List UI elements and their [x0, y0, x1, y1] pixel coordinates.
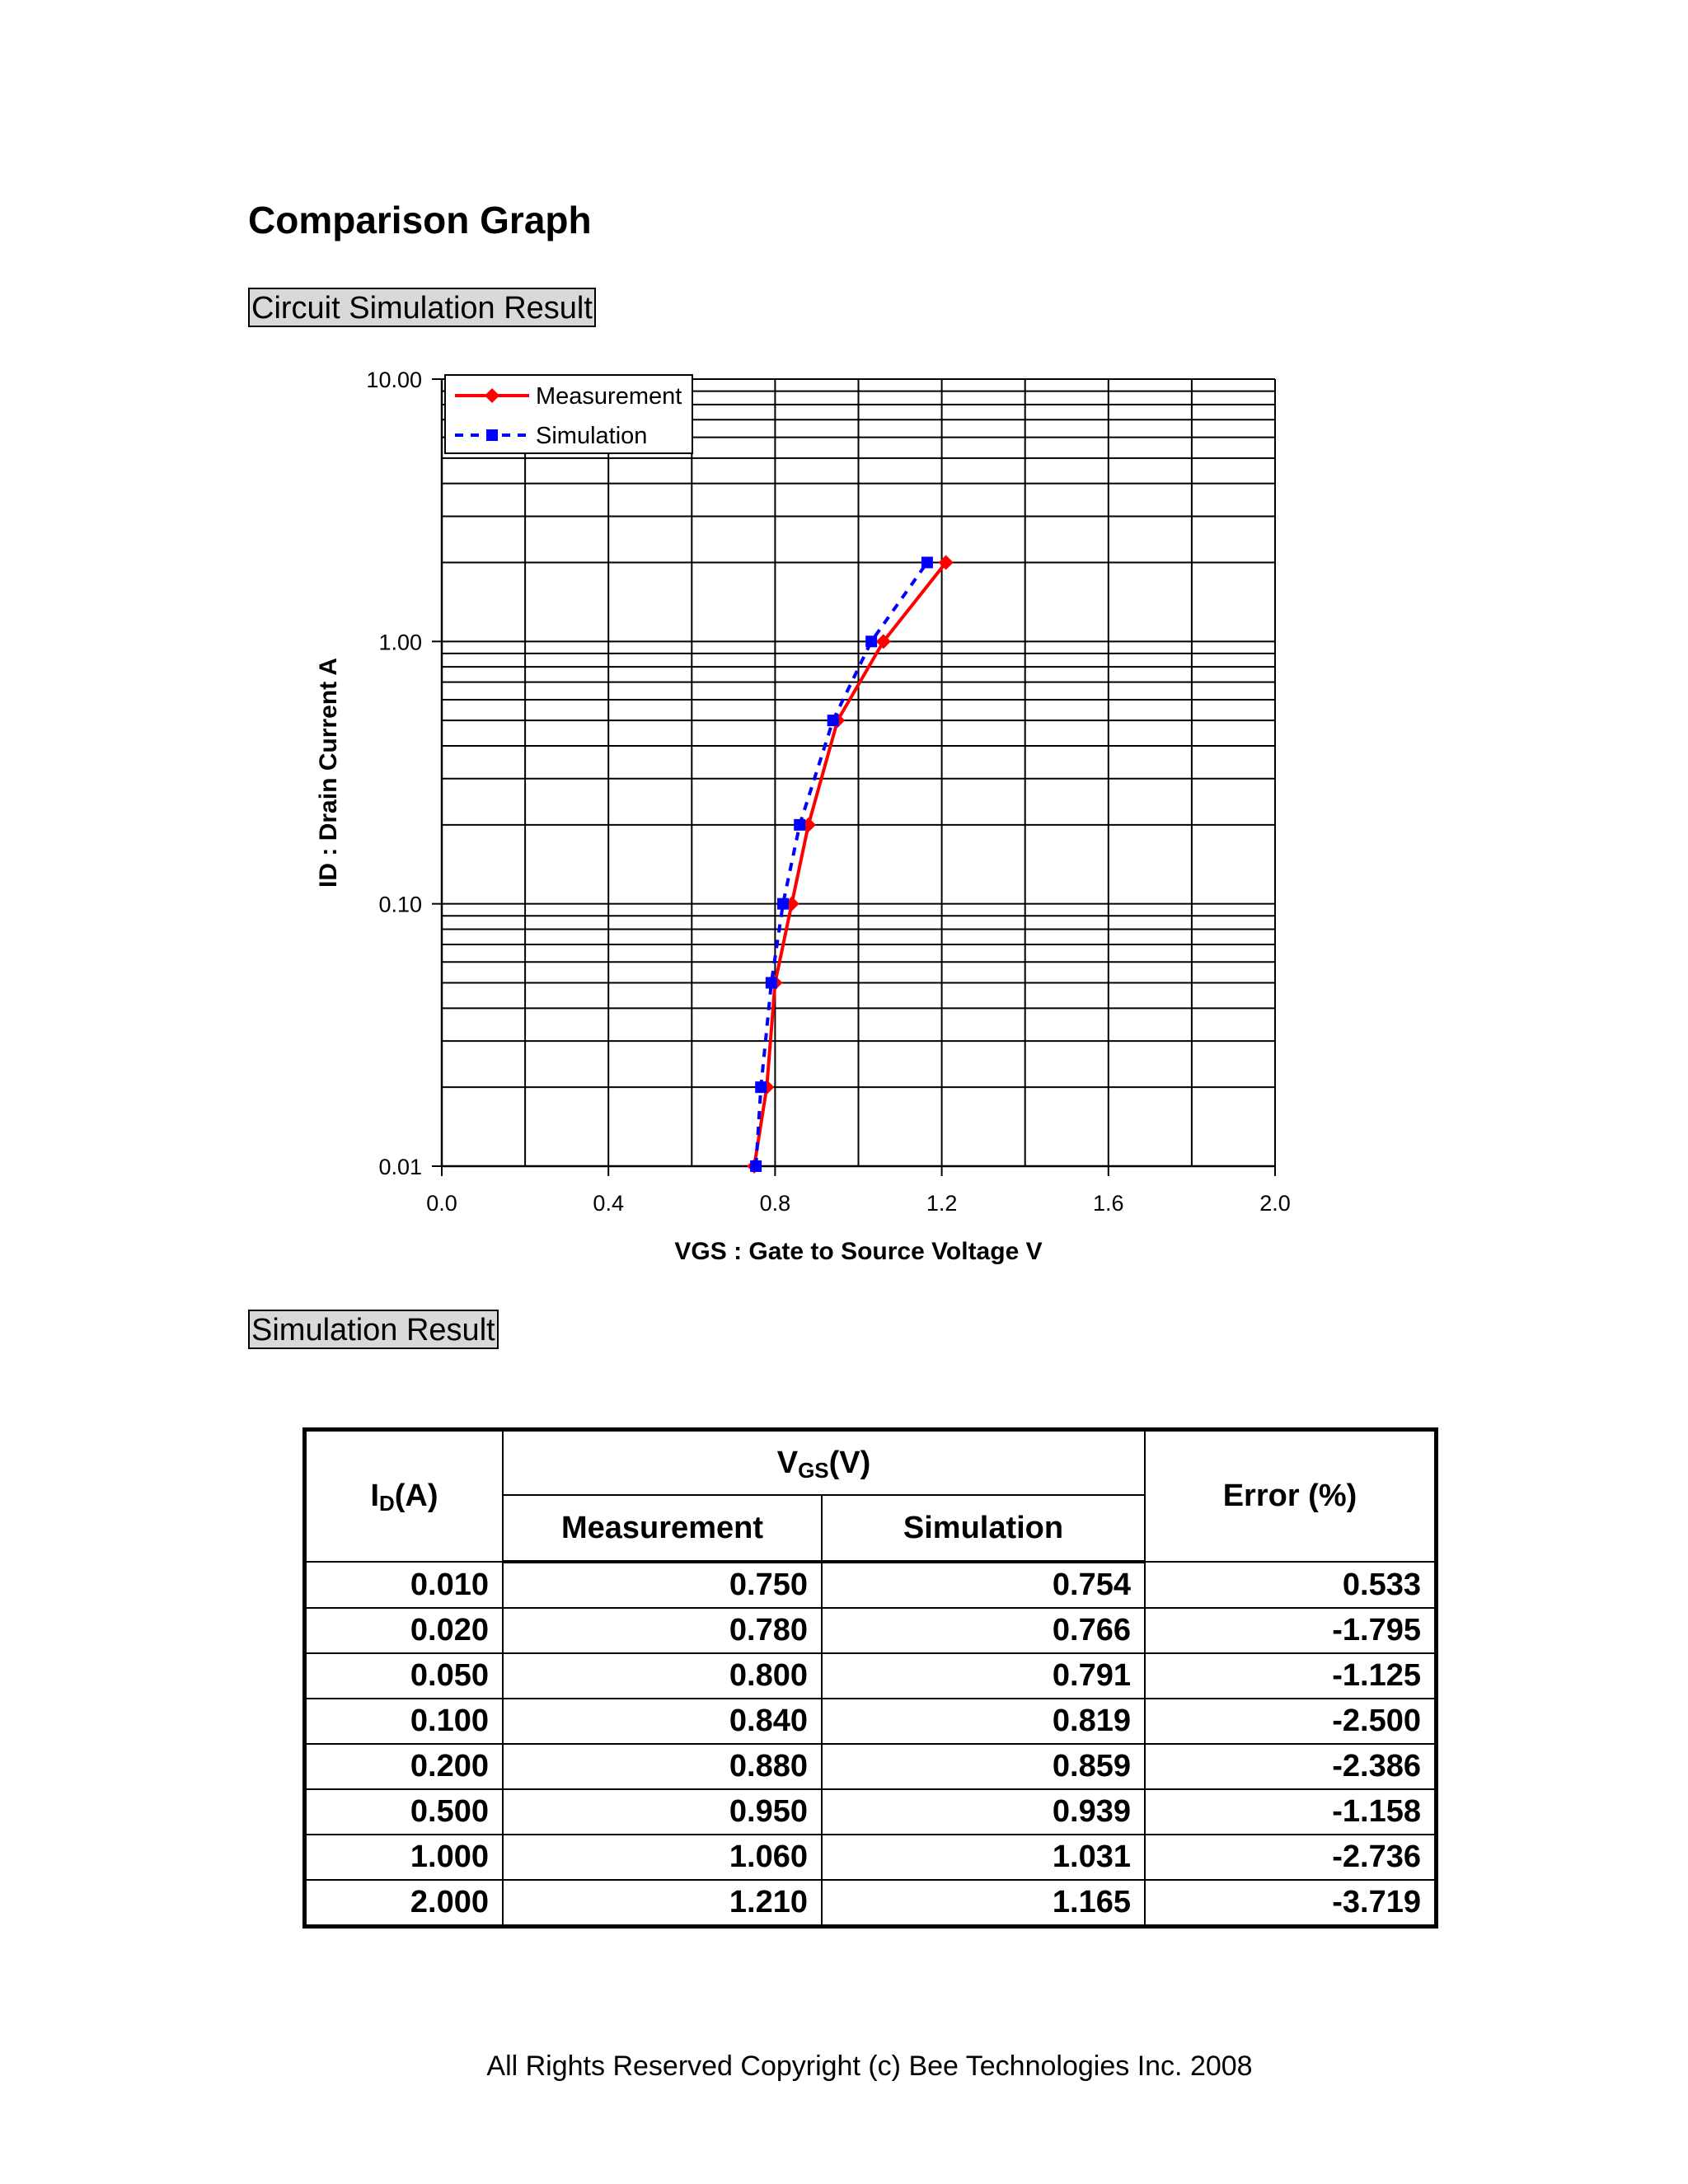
simulation-point — [828, 715, 839, 726]
y-tick-label: 10.00 — [366, 368, 422, 392]
cell-measurement: 0.950 — [503, 1789, 822, 1835]
table-row — [305, 1562, 1437, 1608]
legend-label: Simulation — [536, 423, 648, 449]
x-axis-title: VGS : Gate to Source Voltage V — [674, 1238, 1043, 1265]
legend-label: Measurement — [536, 383, 682, 410]
simulation-point — [794, 819, 805, 831]
cell-error: -2.386 — [1145, 1744, 1437, 1789]
cell-simulation: 0.939 — [822, 1789, 1145, 1835]
simulation-point — [865, 635, 877, 647]
cell-simulation: 0.819 — [822, 1699, 1145, 1744]
page-title: Comparison Graph — [248, 199, 592, 241]
cell-measurement: 1.210 — [503, 1880, 822, 1927]
cell-id: 0.200 — [305, 1744, 504, 1789]
simulation-point — [766, 977, 777, 988]
cell-error: -1.795 — [1145, 1608, 1437, 1653]
cell-id: 0.020 — [305, 1608, 504, 1653]
simulation-result-label: Simulation Result — [248, 1310, 499, 1349]
x-tick-label: 1.2 — [926, 1191, 958, 1216]
table-row — [305, 1608, 1437, 1653]
legend — [445, 375, 692, 453]
x-tick-label: 1.6 — [1093, 1191, 1124, 1216]
simulation-point — [777, 898, 789, 910]
header-vgs: $V_{GS}(V)$ — [503, 1430, 1145, 1496]
cell-measurement: 1.060 — [503, 1835, 822, 1880]
cell-error: 0.533 — [1145, 1562, 1437, 1608]
table-row — [305, 1789, 1437, 1835]
header-error: Error (%) — [1145, 1430, 1437, 1563]
simulation-point — [921, 557, 933, 569]
cell-id: 0.100 — [305, 1699, 504, 1744]
cell-simulation: 0.754 — [822, 1562, 1145, 1608]
cell-error: -1.125 — [1145, 1653, 1437, 1699]
cell-simulation: 1.165 — [822, 1880, 1145, 1927]
cell-error: -3.719 — [1145, 1880, 1437, 1927]
simulation-point — [750, 1160, 762, 1172]
cell-id: 0.500 — [305, 1789, 504, 1835]
cell-measurement: 0.750 — [503, 1562, 822, 1608]
table-row — [305, 1880, 1437, 1927]
x-tick-label: 0.8 — [759, 1191, 791, 1216]
y-tick-label: 1.00 — [378, 630, 422, 655]
x-tick-label: 0.4 — [593, 1191, 624, 1216]
table-row — [305, 1653, 1437, 1699]
cell-id: 0.010 — [305, 1562, 504, 1608]
table-row — [305, 1699, 1437, 1744]
legend-marker — [486, 429, 498, 441]
circuit-simulation-label: Circuit Simulation Result — [248, 288, 596, 327]
cell-measurement: 0.800 — [503, 1653, 822, 1699]
table-row — [305, 1835, 1437, 1880]
cell-error: -1.158 — [1145, 1789, 1437, 1835]
header-id: $I_D(A)$ — [305, 1430, 504, 1563]
header-measurement: Measurement — [503, 1495, 822, 1562]
x-tick-label: 0.0 — [426, 1191, 457, 1216]
simulation-point — [755, 1081, 767, 1093]
cell-id: 1.000 — [305, 1835, 504, 1880]
simulation-result-table — [302, 1427, 1438, 1929]
table-row — [305, 1744, 1437, 1789]
copyright-footer: All Rights Reserved Copyright (c) Bee Technologies Inc. 2008 — [486, 2050, 1253, 2082]
cell-measurement: 0.780 — [503, 1608, 822, 1653]
cell-simulation: 1.031 — [822, 1835, 1145, 1880]
y-tick-label: 0.10 — [378, 892, 422, 917]
cell-simulation: 0.766 — [822, 1608, 1145, 1653]
y-tick-label: 0.01 — [378, 1155, 422, 1179]
y-axis-title: ID : Drain Current A — [315, 658, 342, 888]
cell-id: 2.000 — [305, 1880, 504, 1927]
cell-measurement: 0.840 — [503, 1699, 822, 1744]
cell-simulation: 0.791 — [822, 1653, 1145, 1699]
cell-measurement: 0.880 — [503, 1744, 822, 1789]
cell-error: -2.500 — [1145, 1699, 1437, 1744]
cell-simulation: 0.859 — [822, 1744, 1145, 1789]
cell-id: 0.050 — [305, 1653, 504, 1699]
x-tick-label: 2.0 — [1259, 1191, 1291, 1216]
header-simulation: Simulation — [822, 1495, 1145, 1562]
cell-error: -2.736 — [1145, 1835, 1437, 1880]
